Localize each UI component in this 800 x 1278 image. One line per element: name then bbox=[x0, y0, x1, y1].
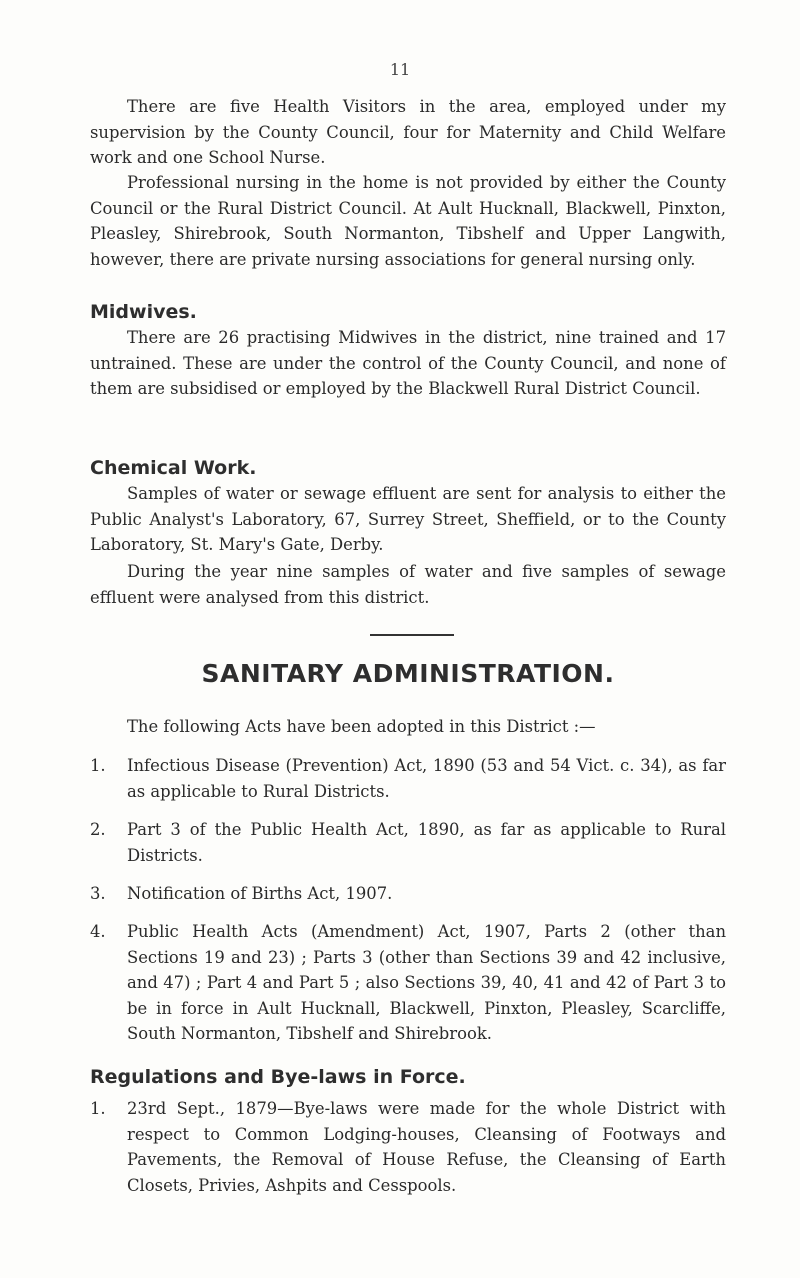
list-item bbox=[90, 881, 726, 907]
list-item-text: Notification of Births Act, 1907. bbox=[127, 884, 393, 903]
section-divider bbox=[370, 634, 454, 636]
midwives-heading: Midwives. bbox=[90, 301, 197, 323]
list-item-text: Infectious Disease (Prevention) Act, 1890 (53 and 54 Vict. c. 34), as far as applicable to Rural Districts. bbox=[127, 756, 726, 801]
list-item-number: 1. bbox=[90, 1099, 106, 1118]
sanitary-heading: SANITARY ADMINISTRATION. bbox=[201, 659, 615, 688]
list-item-text: Public Health Acts (Amendment) Act, 1907, Parts 2 (other than Sections 19 and 23) ; Parts 3 (other than Sections 39 and 42 inclusive, and 47) ; Part 4 and Part 5 ; also Sections 39, 40, 41 and 42 of Part 3 to be in force in Ault Hucknall, Blackwell, Pinxton, Pleasley, Scarcliffe, South Normanton, Tibshelf and Shirebrook. bbox=[127, 922, 726, 1043]
chemical-paragraph-2: During the year nine samples of water and five samples of sewage effluent were analysed from this district. bbox=[90, 562, 726, 607]
list-item-text: Part 3 of the Public Health Act, 1890, as far as applicable to Rural Districts. bbox=[127, 820, 726, 865]
sanitary-intro-text: The following Acts have been adopted in this District :— bbox=[127, 717, 596, 736]
list-item-number: 2. bbox=[90, 820, 106, 839]
sanitary-intro bbox=[90, 714, 726, 740]
chemical-body-1 bbox=[90, 481, 726, 558]
sanitary-section bbox=[90, 659, 726, 688]
page-number: 11 bbox=[389, 60, 411, 79]
list-item bbox=[90, 919, 726, 1047]
list-item-number: 4. bbox=[90, 922, 106, 941]
intro-para-2 bbox=[90, 170, 726, 272]
nursing-paragraph: Professional nursing in the home is not provided by either the County Council or the Rural District Council. At Ault Hucknall, Blackwell, Pinxton, Pleasley, Shirebrook, South Normanton, Tibshelf and Upper Langwith, however, there are private nursing associations for general nursing only. bbox=[90, 173, 726, 269]
chemical-paragraph-1: Samples of water or sewage effluent are sent for analysis to either the Public Analyst's Laboratory, 67, Surrey Street, Sheffield, or to the County Laboratory, St. Mary's Gate, Derby. bbox=[90, 484, 726, 554]
list-item bbox=[90, 753, 726, 804]
midwives-paragraph: There are 26 practising Midwives in the district, nine trained and 17 untrained. These are under the control of the County Council, and none of them are subsidised or employed by the Blackwell Rural District Council. bbox=[90, 328, 726, 398]
list-item-number: 3. bbox=[90, 884, 106, 903]
chemical-body-2 bbox=[90, 559, 726, 610]
intro-para-1 bbox=[90, 94, 726, 171]
chemical-heading: Chemical Work. bbox=[90, 457, 257, 479]
midwives-section bbox=[90, 299, 726, 325]
list-item-text: 23rd Sept., 1879—Bye-laws were made for the whole District with respect to Common Lodging-houses, Cleansing of Footways and Pavements, the Removal of House Refuse, the Cleansing of Earth Closets, Privies, Ashpits and Cesspools. bbox=[127, 1099, 726, 1195]
regulations-section bbox=[90, 1064, 726, 1090]
list-item-number: 1. bbox=[90, 756, 106, 775]
list-item bbox=[90, 1096, 726, 1198]
midwives-body bbox=[90, 325, 726, 402]
chemical-section bbox=[90, 455, 726, 481]
list-item bbox=[90, 817, 726, 868]
regulations-heading: Regulations and Bye-laws in Force. bbox=[90, 1066, 466, 1088]
health-visitors-paragraph: There are five Health Visitors in the area, employed under my supervision by the County Council, four for Maternity and Child Welfare work and one School Nurse. bbox=[90, 97, 726, 167]
